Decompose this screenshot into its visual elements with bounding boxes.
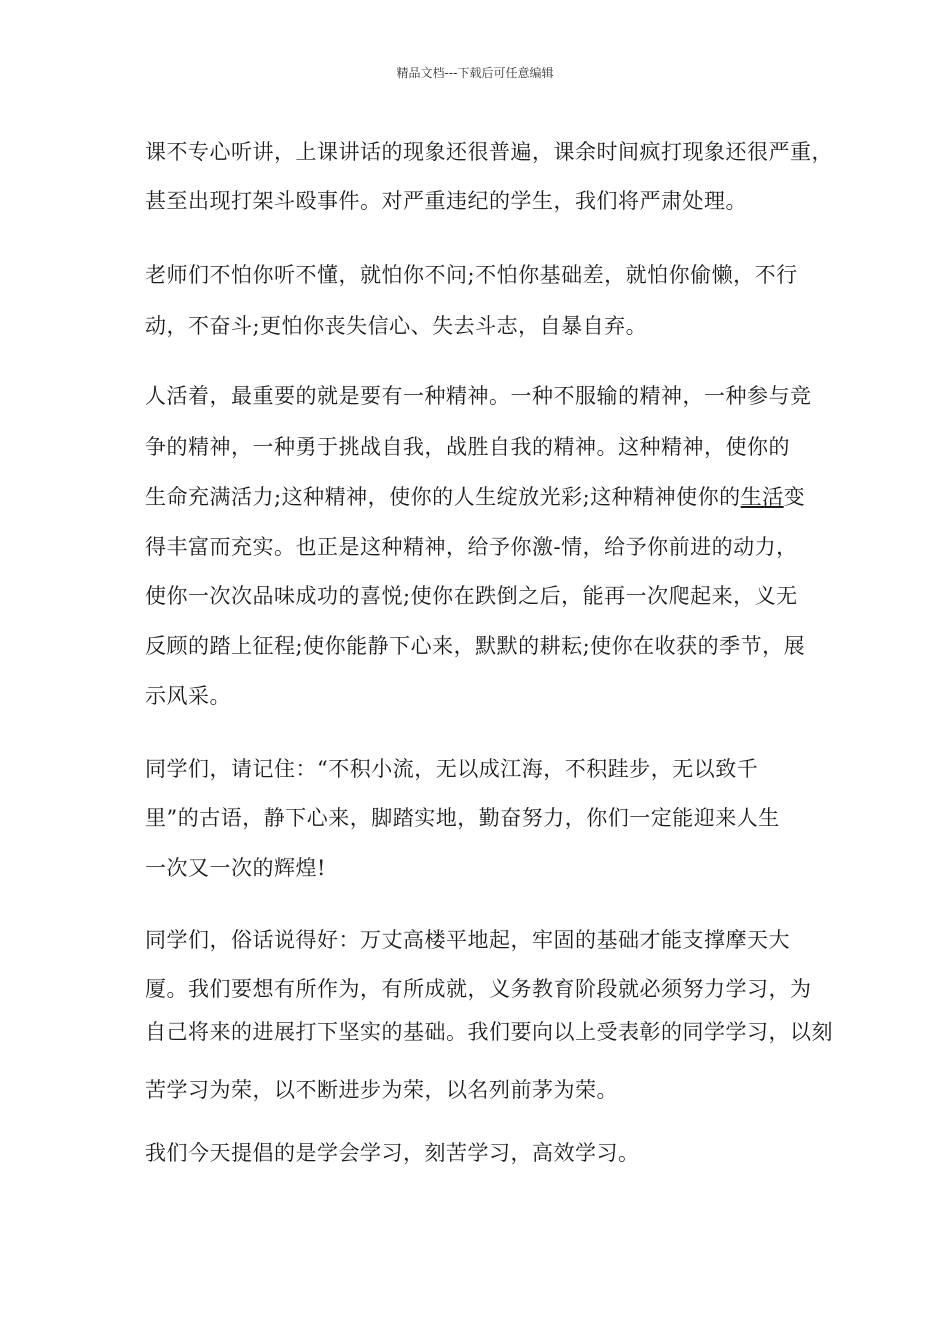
text-line: 课不专心听讲，上课讲话的现象还很普遍，课余时间疯打现象还很严重， <box>145 140 833 164</box>
text-line <box>145 481 805 511</box>
text-line: 人活着，最重要的就是要有一种精神。一种不服输的精神，一种参与竞 <box>145 384 812 408</box>
text-line: 使你一次次品味成功的喜悦;使你在跌倒之后，能再一次爬起来，义无 <box>145 584 798 608</box>
text-line-part: 生命充满活力;这种精神，使你的人生绽放光彩;这种精神使你的 <box>145 485 741 509</box>
text-line: 厦。我们要想有所作为，有所成就，义务教育阶段就必须努力学习，为 <box>145 977 812 1001</box>
text-line: 争的精神，一种勇于挑战自我，战胜自我的精神。这种精神，使你的 <box>145 435 790 459</box>
page-header: 精品文档---下载后可任意编辑 <box>396 66 554 80</box>
text-line: 动，不奋斗;更怕你丧失信心、失去斗志，自暴自弃。 <box>145 314 648 338</box>
text-line: 里”的古语，静下心来，脚踏实地，勤奋努力，你们一定能迎来人生 <box>145 806 780 830</box>
text-line: 同学们，请记住：“不积小流，无以成江海，不积跬步，无以致千 <box>145 757 759 781</box>
text-line: 苦学习为荣，以不断进步为荣，以名列前茅为荣。 <box>145 1078 618 1102</box>
text-line: 甚至出现打架斗殴事件。对严重违纪的学生，我们将严肃处理。 <box>145 189 747 213</box>
text-line: 反顾的踏上征程;使你能静下心来，默默的耕耘;使你在收获的季节，展 <box>145 634 806 658</box>
text-line: 同学们，俗话说得好：万丈高楼平地起，牢固的基础才能支撑摩天大 <box>145 928 790 952</box>
text-line: 自己将来的进展打下坚实的基础。我们要向以上受表彰的同学学习，以刻 <box>145 1020 833 1044</box>
underlined-word: 生活 <box>740 485 784 509</box>
text-line: 老师们不怕你听不懂，就怕你不问;不怕你基础差，就怕你偷懒，不行 <box>145 263 798 287</box>
text-line: 示风采。 <box>145 684 231 708</box>
text-line: 一次又一次的辉煌! <box>145 856 326 880</box>
text-line-part: 变 <box>783 485 806 509</box>
text-line: 我们今天提倡的是学会学习，刻苦学习，高效学习。 <box>145 1141 640 1165</box>
text-line: 得丰富而充实。也正是这种精神，给予你激-情，给予你前进的动力， <box>145 535 798 559</box>
